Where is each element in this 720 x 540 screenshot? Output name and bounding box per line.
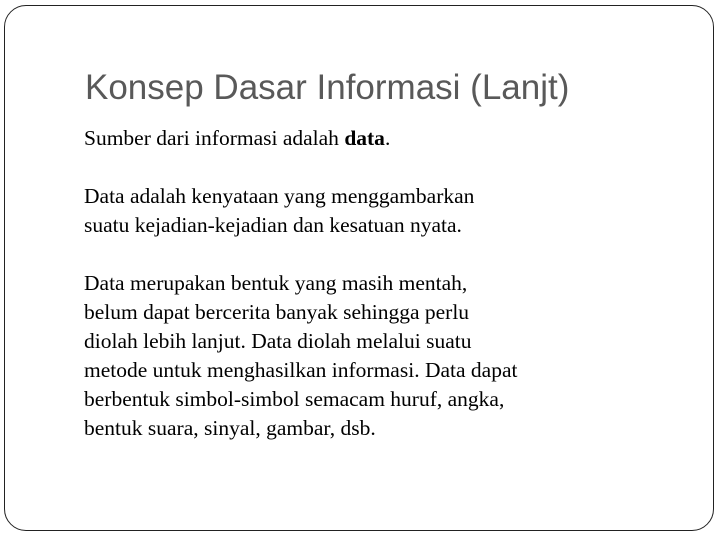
paragraph-3-line: belum dapat bercerita banyak sehingga perlu [84, 300, 470, 324]
paragraph-2-line: Data adalah kenyataan yang menggambarkan [84, 184, 475, 208]
slide-body [84, 124, 684, 443]
paragraph-3-line: Data merupakan bentuk yang masih mentah, [84, 271, 468, 295]
paragraph-data-raw-form [84, 269, 684, 443]
paragraph-3-line: bentuk suara, sinyal, gambar, dsb. [84, 416, 376, 440]
paragraph-3-line: berbentuk simbol-simbol semacam huruf, angka, [84, 387, 505, 411]
slide-frame [4, 5, 714, 531]
paragraph-2-line: suatu kejadian-kejadian dan kesatuan nyata. [84, 213, 462, 237]
paragraph-3-line: diolah lebih lanjut. Data diolah melalui suatu [84, 329, 472, 353]
paragraph-1-bold-term: data [344, 126, 385, 150]
paragraph-1-text: Sumber dari informasi adalah [84, 126, 345, 150]
paragraph-1-period: . [384, 126, 391, 150]
paragraph-data-definition [84, 182, 684, 240]
paragraph-data-source [84, 124, 684, 153]
slide-title: Konsep Dasar Informasi (Lanjt) [85, 68, 570, 107]
paragraph-3-line: metode untuk menghasilkan informasi. Data dapat [84, 358, 518, 382]
